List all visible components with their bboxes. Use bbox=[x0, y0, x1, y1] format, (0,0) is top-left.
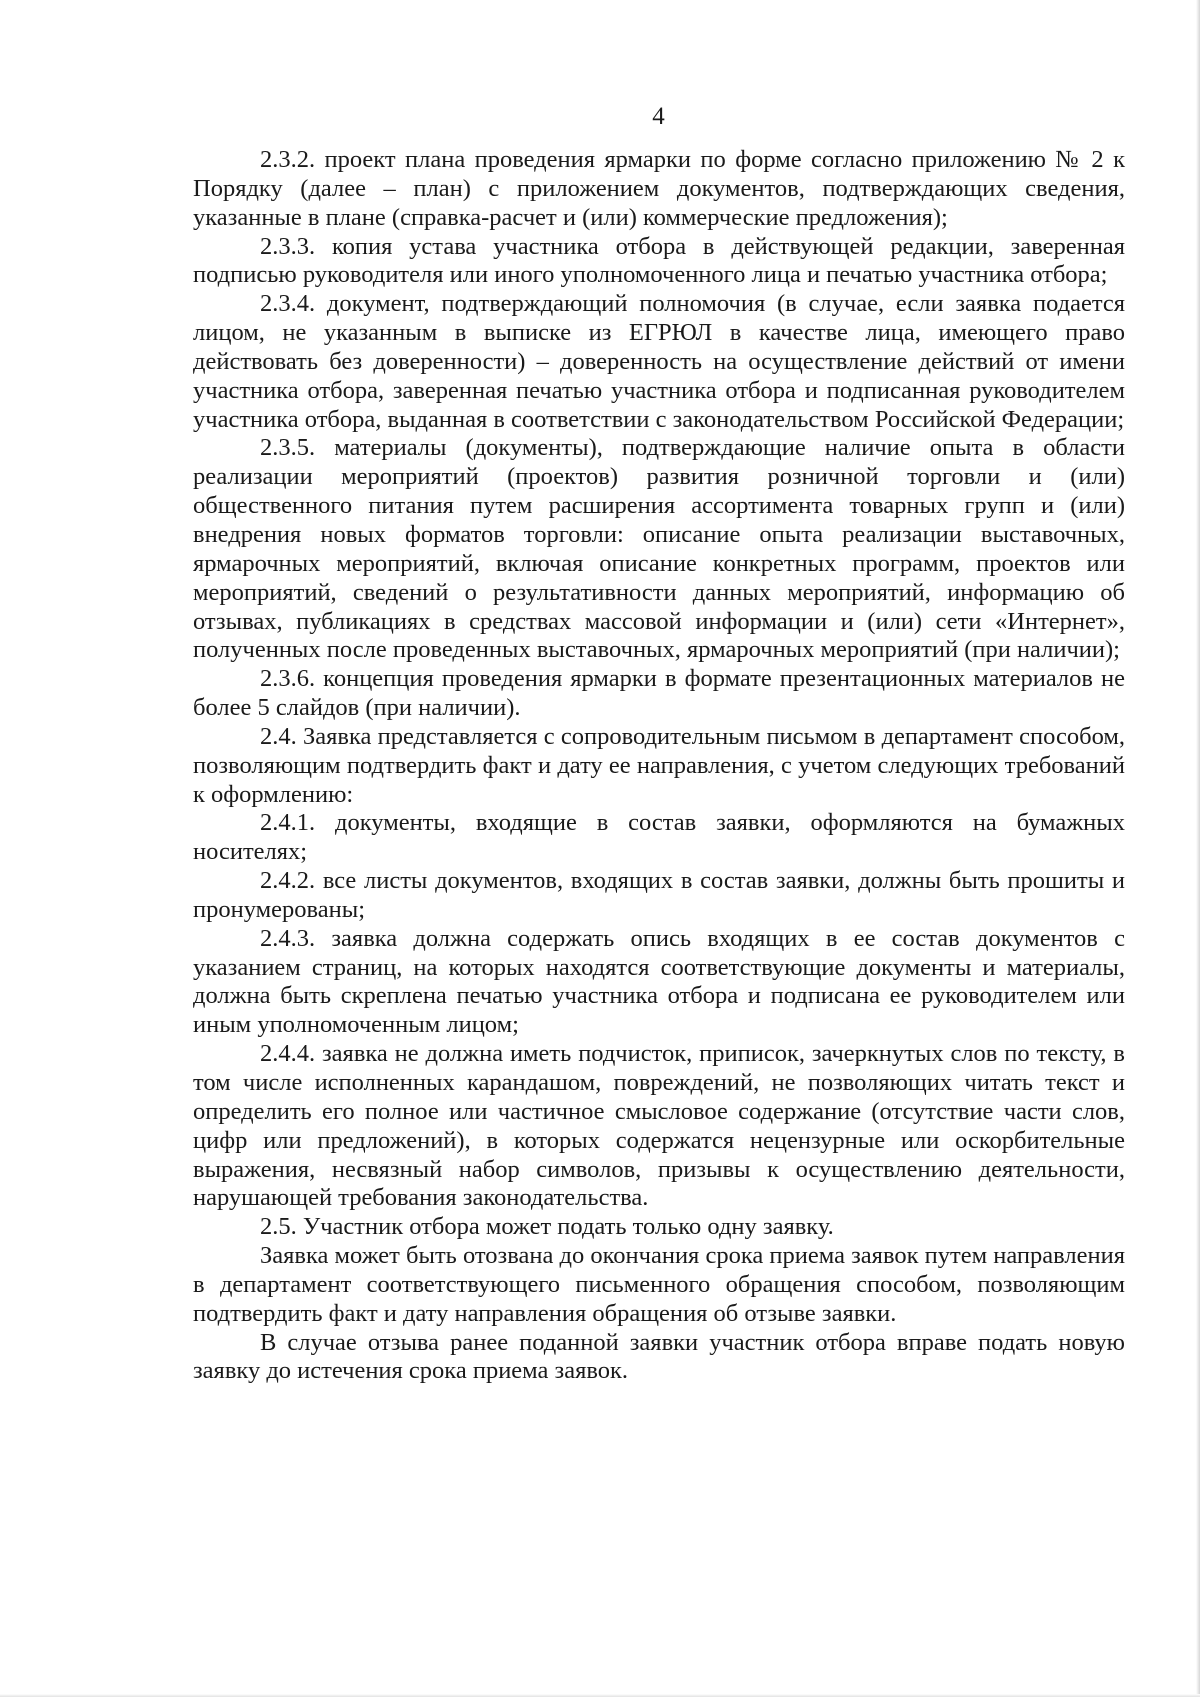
paragraph-2-5: 2.5. Участник отбора может подать только одну заявку. bbox=[260, 1213, 834, 1241]
page-number: 4 bbox=[652, 103, 665, 130]
paragraph-2-3-4: 2.3.4. документ, подтверждающий полномочия (в случае, если заявка подается лицом, не указанным в выписке из ЕГРЮЛ в качестве лица, имеющего право действовать без доверенности) – доверенность на осуществление действий от имени участника отбора, заверенная печатью участника отбора и подписанная руководителем участника отбора, выданная в соответствии с законодательством Российской Федерации; bbox=[193, 290, 1125, 433]
scan-right-edge-shadow bbox=[1196, 0, 1200, 1697]
paragraph-2-3-3: 2.3.3. копия устава участника отбора в действующей редакции, заверенная подписью руководителя или иного уполномоченного лица и печатью участника отбора; bbox=[193, 232, 1125, 289]
paragraph-resubmission: В случае отзыва ранее поданной заявки участник отбора вправе подать новую заявку до истечения срока приема заявок. bbox=[193, 1328, 1125, 1385]
paragraph-2-4: 2.4. Заявка представляется с сопроводительным письмом в департамент способом, позволяющим подтвердить факт и дату ее направления, с учетом следующих требований к оформлению: bbox=[193, 722, 1125, 808]
paragraph-2-3-6: 2.3.6. концепция проведения ярмарки в формате презентационных материалов не более 5 слайдов (при наличии). bbox=[193, 665, 1125, 722]
paragraph-2-3-5: 2.3.5. материалы (документы), подтверждающие наличие опыта в области реализации мероприятий (проектов) развития розничной торговли и (или) общественного питания путем расширения ассортимента товарных групп и (или) внедрения новых форматов торговли: описание опыта реализации выставочных, ярмарочных мероприятий, включая описание конкретных программ, проектов или мероприятий, сведений о результативности данных мероприятий, информацию об отзывах, публикациях в средствах массовой информации и (или) сети «Интернет», полученных после проведенных выставочных, ярмарочных мероприятий (при наличии); bbox=[193, 434, 1125, 664]
paragraph-2-3-2: 2.3.2. проект плана проведения ярмарки по форме согласно приложению № 2 к Порядку (далее – план) с приложением документов, подтверждающих сведения, указанные в плане (справка-расчет и (или) коммерческие предложения); bbox=[193, 146, 1125, 231]
paragraph-2-4-1: 2.4.1. документы, входящие в состав заявки, оформляются на бумажных носителях; bbox=[193, 809, 1125, 866]
document-body bbox=[193, 146, 1125, 1386]
paragraph-2-4-3: 2.4.3. заявка должна содержать опись входящих в ее состав документов с указанием страниц, на которых находятся соответствующие документы и материалы, должна быть скреплена печатью участника отбора и подписана ее руководителем или иным уполномоченным лицом; bbox=[193, 924, 1125, 1039]
paragraph-2-4-2: 2.4.2. все листы документов, входящих в состав заявки, должны быть прошиты и пронумерованы; bbox=[193, 867, 1125, 923]
paragraph-2-4-4: 2.4.4. заявка не должна иметь подчисток, приписок, зачеркнутых слов по тексту, в том числе исполненных карандашом, повреждений, не позволяющих читать текст и определить его полное или частичное смысловое содержание (отсутствие части слов, цифр или предложений), в которых содержатся нецензурные или оскорбительные выражения, несвязный набор символов, призывы к осуществлению деятельности, нарушающей требования законодательства. bbox=[193, 1040, 1125, 1212]
paragraph-withdrawal: Заявка может быть отозвана до окончания срока приема заявок путем направления в департамент соответствующего письменного обращения способом, позволяющим подтвердить факт и дату направления обращения об отзыве заявки. bbox=[193, 1242, 1125, 1327]
